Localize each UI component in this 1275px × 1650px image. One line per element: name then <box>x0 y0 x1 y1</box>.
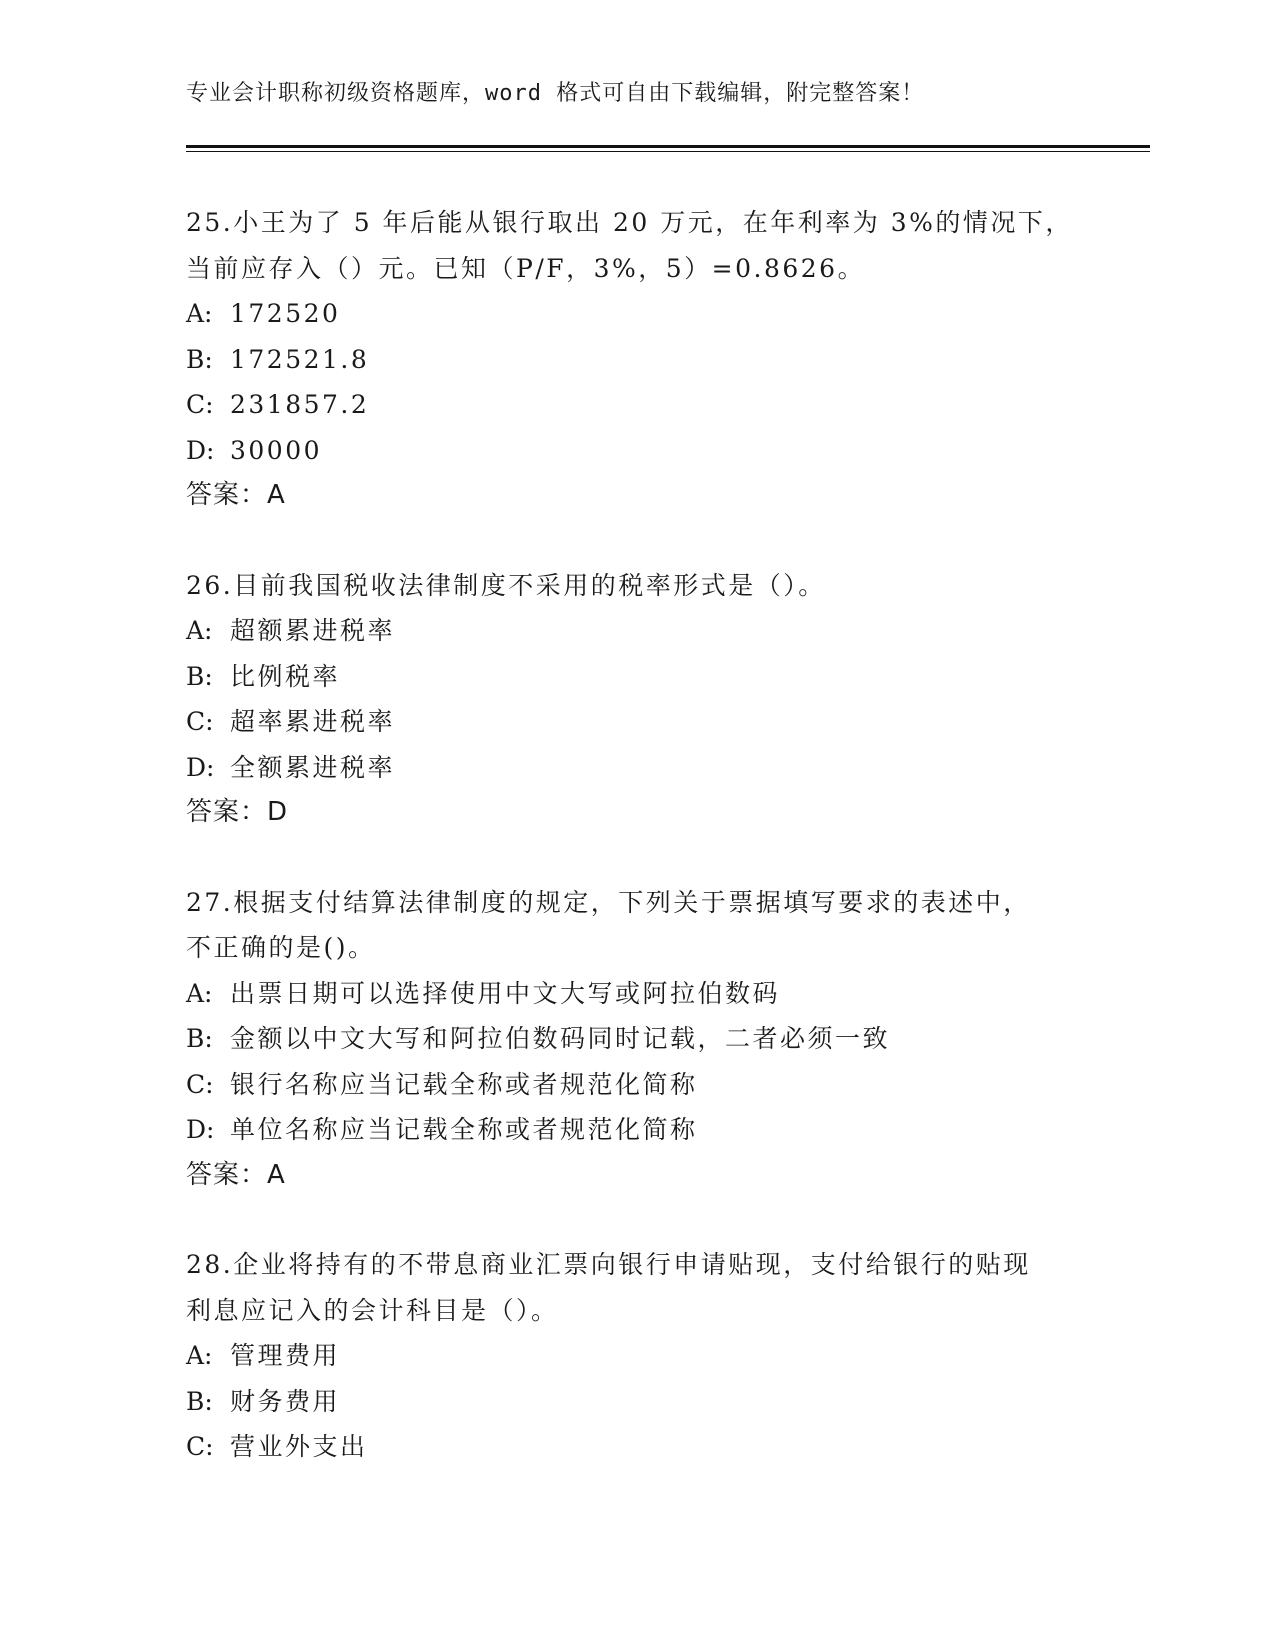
option-c <box>186 699 1086 745</box>
option-text: 出票日期可以选择使用中文大写或阿拉伯数码 <box>230 978 781 1008</box>
option-letter: C: <box>186 1432 214 1461</box>
option-b <box>186 1016 1086 1062</box>
option-letter: D: <box>186 1115 215 1144</box>
option-letter: A: <box>186 616 213 645</box>
option-b <box>186 337 1086 383</box>
option-text: 营业外支出 <box>230 1432 368 1461</box>
option-a <box>186 1333 1086 1379</box>
question-text-line: 不正确的是()。 <box>186 933 376 962</box>
option-text: 比例税率 <box>230 661 341 691</box>
option-letter: D: <box>186 435 215 465</box>
option-text: 172521.8 <box>230 344 370 374</box>
option-text: 银行名称应当记载全称或者规范化简称 <box>230 1069 698 1099</box>
option-letter: A: <box>186 299 213 328</box>
option-text: 财务费用 <box>230 1386 341 1416</box>
option-text: 231857.2 <box>230 390 370 419</box>
document-header: 专业会计职称初级资格题库，word 格式可自由下载编辑，附完整答案！ <box>186 81 925 106</box>
option-text: 单位名称应当记载全称或者规范化简称 <box>230 1115 698 1144</box>
option-c <box>186 382 1086 428</box>
answer-line: 答案：D <box>186 797 289 827</box>
option-letter: C: <box>186 390 214 419</box>
option-b <box>186 1379 1086 1425</box>
option-letter: C: <box>186 1069 214 1099</box>
option-text: 管理费用 <box>230 1341 341 1370</box>
question-text-line: 利息应记入的会计科目是（）。 <box>186 1295 559 1325</box>
option-text: 金额以中文大写和阿拉伯数码同时记载，二者必须一致 <box>230 1024 891 1053</box>
question-text-line: 28.企业将持有的不带息商业汇票向银行申请贴现，支付给银行的贴现 <box>186 1250 1031 1279</box>
option-text: 172520 <box>230 299 341 328</box>
answer-line: 答案：A <box>186 1159 286 1190</box>
option-letter: B: <box>186 344 213 374</box>
option-text: 超率累进税率 <box>230 707 396 736</box>
option-letter: A: <box>186 1341 213 1370</box>
option-d <box>186 428 1086 474</box>
option-b <box>186 654 1086 700</box>
option-a <box>186 291 1086 337</box>
option-letter: B: <box>186 1386 213 1416</box>
option-a <box>186 608 1086 654</box>
option-letter: B: <box>186 1024 213 1053</box>
answer-line: 答案：A <box>186 480 286 510</box>
option-c <box>186 1424 1086 1470</box>
question-27 <box>186 880 1086 1199</box>
question-list <box>186 200 1086 1514</box>
question-text-line: 当前应存入（）元。已知（P/F，3%，5）=0.8626。 <box>186 253 866 283</box>
option-letter: A: <box>186 978 213 1008</box>
option-letter: D: <box>186 752 215 782</box>
option-text: 超额累进税率 <box>230 616 396 645</box>
question-text-line: 26.目前我国税收法律制度不采用的税率形式是（）。 <box>186 570 826 600</box>
question-text-line: 25.小王为了 5 年后能从银行取出 20 万元，在年利率为 3%的情况下， <box>186 208 1073 237</box>
option-a <box>186 971 1086 1017</box>
header-rule-thick <box>186 145 1150 148</box>
option-text: 全额累进税率 <box>230 752 396 782</box>
option-d <box>186 1107 1086 1153</box>
option-letter: C: <box>186 707 214 736</box>
option-text: 30000 <box>230 435 323 465</box>
question-25 <box>186 200 1086 519</box>
question-26 <box>186 563 1086 836</box>
option-d <box>186 745 1086 791</box>
question-28 <box>186 1242 1086 1470</box>
header-rule-thin <box>186 151 1150 152</box>
option-letter: B: <box>186 661 213 691</box>
question-text-line: 27.根据支付结算法律制度的规定，下列关于票据填写要求的表述中， <box>186 887 1031 917</box>
option-c <box>186 1062 1086 1108</box>
